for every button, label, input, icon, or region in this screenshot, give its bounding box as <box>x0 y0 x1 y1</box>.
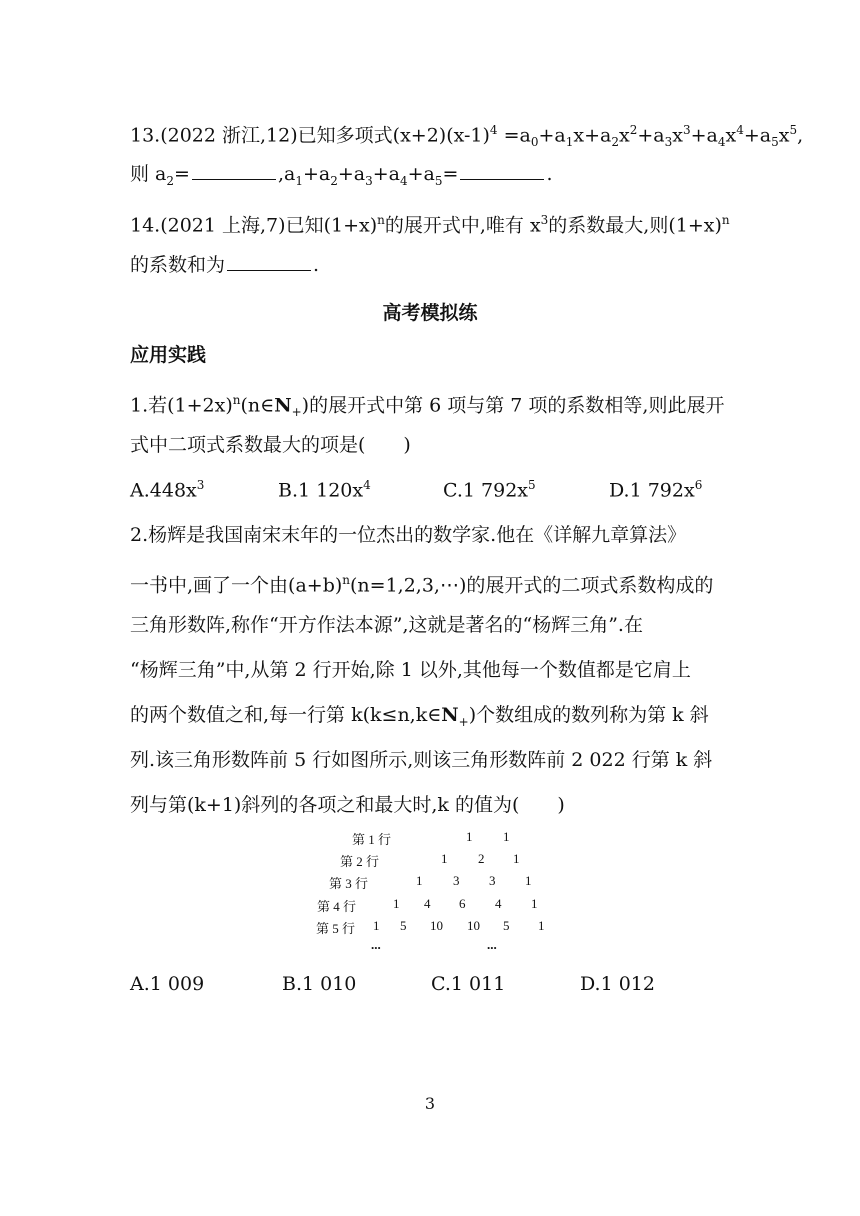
triangle-value: 1 <box>531 896 538 911</box>
q1-line2: 式中二项式系数最大的项是( ) <box>130 434 411 456</box>
q14-line2 <box>130 253 319 277</box>
q2-line3: 三角形数阵,称作“开方作法本源”,这就是著名的“杨辉三角”.在 <box>130 614 643 636</box>
q13-then: 则 a <box>130 163 167 185</box>
q2-set-n: N <box>441 704 459 726</box>
q2-option-a[interactable]: A.1 009 <box>130 973 205 995</box>
q13-period: . <box>546 163 553 185</box>
triangle-value: 3 <box>453 873 460 888</box>
q13-line2: 则 $a_2= ,a_1+a_2+a_3+a_4+a_5=$ . <box>130 163 553 188</box>
q2-line7: 列与第(k+1)斜列的各项之和最大时,k 的值为( ) <box>130 794 565 816</box>
triangle-value: 1 <box>503 829 510 844</box>
page-number: 3 <box>424 1094 436 1113</box>
triangle-value: 10 <box>430 918 443 933</box>
q14-text-b: 的展开式中,唯有 x <box>384 214 541 237</box>
q13-line1: 13.(2022 浙江,12)已知多项式$(x+2)(x-1)^4 =a_0+a_1x+a_2x^2+a_3x^3+a_4x^4+a_5x^5$, <box>130 123 804 150</box>
q1-option-d[interactable]: D.1 $792x^6$ <box>609 478 703 502</box>
q13-text: 13.(2022 浙江,12)已知多项式(x+2)(x-1) <box>130 124 490 147</box>
q1-text-d: )的展开式中第 6 项与第 7 项的系数相等,则此展开 <box>301 394 725 417</box>
q13-sum-start: ,a <box>277 163 296 185</box>
q2-line2: 一书中,画了一个由$(a+b)^n(n=1,2,3,\cdots)$的展开式的二项式系数构成的 <box>130 573 714 597</box>
triangle-value: 2 <box>478 851 485 866</box>
triangle-value: 1 <box>441 851 448 866</box>
q1-option-c[interactable]: C.1 $792x^5$ <box>443 478 536 502</box>
q1-text-b: (n∈ <box>240 394 275 417</box>
q2-line4: “杨辉三角”中,从第 2 行开始,除 1 以外,其他每一个数值都是它肩上 <box>130 659 691 681</box>
q13-eq2: = <box>442 163 459 185</box>
q2-text-b: (n=1,2,3,⋯)的展开式的二项式系数构成的 <box>350 574 714 597</box>
triangle-value: 1 <box>416 873 423 888</box>
answer-blank[interactable] <box>192 162 276 180</box>
triangle-value: 1 <box>538 918 545 933</box>
triangle-row-label: 第 1 行 <box>352 832 392 847</box>
triangle-value: 4 <box>495 896 502 911</box>
triangle-row-label: 第 3 行 <box>329 876 369 891</box>
q2-text-a: 一书中,画了一个由(a+b) <box>130 574 343 597</box>
q1-option-b[interactable]: B.1 $120x^4$ <box>278 478 371 502</box>
subsection-title: 应用实践 <box>130 344 207 366</box>
q2-line1: 2.杨辉是我国南宋末年的一位杰出的数学家.他在《详解九章算法》 <box>130 524 687 546</box>
triangle-value: 1 <box>466 829 473 844</box>
q1-line1: 1.若$(1+2x)^n(n\in N_+)$的展开式中第 6 项与第 7 项的系数相等,则此展开 <box>130 393 725 420</box>
section-title: 高考模拟练 <box>382 302 478 324</box>
q14-period: . <box>313 254 320 276</box>
q1-option-a[interactable]: $A.448x^3$ <box>130 478 205 502</box>
triangle-value: 6 <box>459 896 466 911</box>
triangle-value: 1 <box>373 918 380 933</box>
q14-text-a: 14.(2021 上海,7)已知(1+x) <box>130 214 378 237</box>
triangle-value: 1 <box>525 873 532 888</box>
triangle-row-label: 第 5 行 <box>316 921 356 936</box>
q1-text-a: 1.若(1+2x) <box>130 394 233 417</box>
q2-option-d[interactable]: D.1 012 <box>580 973 655 995</box>
q2-text-d: )个数组成的数列称为第 k 斜 <box>468 704 709 726</box>
q2-option-c[interactable]: C.1 011 <box>431 973 506 995</box>
triangle-value: 1 <box>393 896 400 911</box>
triangle-value: 5 <box>503 918 510 933</box>
q14-text-d: 的系数和为 <box>130 254 226 276</box>
triangle-row-label: 第 4 行 <box>317 899 357 914</box>
triangle-ellipsis: ... <box>371 937 381 952</box>
q2-option-b[interactable]: B.1 010 <box>282 973 357 995</box>
q2-text-c: 的两个数值之和,每一行第 k(k≤n,k∈ <box>130 704 442 726</box>
triangle-ellipsis: ... <box>487 937 497 952</box>
q1-set-n: N <box>274 394 292 417</box>
q13-exponent: 4 <box>489 123 498 137</box>
triangle-value: 1 <box>513 851 520 866</box>
q14-text-c: 的系数最大,则(1+x) <box>548 214 722 237</box>
answer-blank[interactable] <box>460 162 544 180</box>
triangle-value: 3 <box>489 873 496 888</box>
q2-line6: 列.该三角形数阵前 5 行如图所示,则该三角形数阵前 2 022 行第 k 斜 <box>130 749 713 771</box>
triangle-value: 4 <box>424 896 431 911</box>
triangle-value: 10 <box>467 918 480 933</box>
q13-text-b: =a <box>497 124 531 147</box>
q14-line1: 14.(2021 上海,7)已知$(1+x)^n$的展开式中,唯有 $x^3$的系数最大,则$(1+x)^n$ <box>130 213 730 237</box>
triangle-value: 5 <box>400 918 407 933</box>
triangle-row-label: 第 2 行 <box>340 854 380 869</box>
q13-eq: = <box>174 163 190 185</box>
q2-line5: 的两个数值之和,每一行第 $k(k\le n,k\in N_+)$个数组成的数列称为第 k 斜 <box>130 704 709 729</box>
answer-blank[interactable] <box>227 253 311 271</box>
